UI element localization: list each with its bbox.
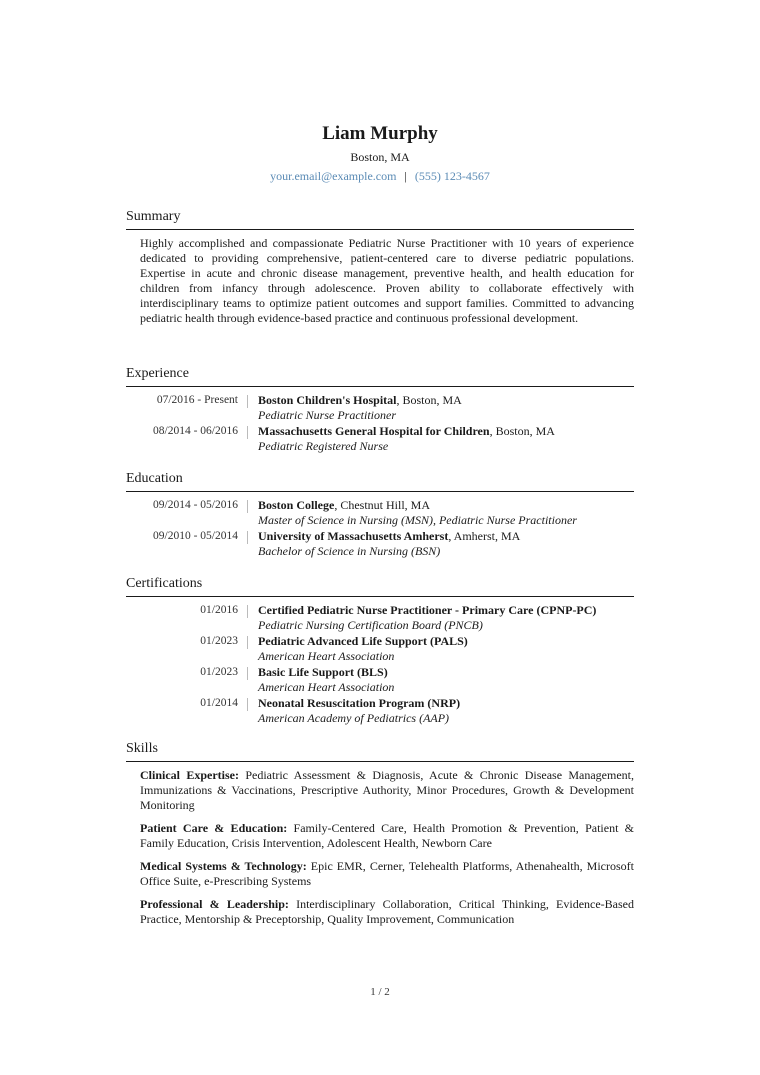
entry-degree: Bachelor of Science in Nursing (BSN) [258,544,441,558]
certification-issuer: American Academy of Pediatrics (AAP) [258,711,450,725]
phone-link[interactable]: (555) 123-4567 [414,169,490,183]
skill-group-label: Medical Systems & Technology: [140,859,307,873]
skill-group-text: Pediatric Assessment & Diagnosis, Acute & Chronic Disease Management, Immunizations & Vaccinations, Prescriptive Authority, Minor Procedures, Growth & Development Monitoring [140,768,634,812]
candidate-name: Liam Murphy [322,123,438,144]
education-entry [126,529,634,560]
certification-issuer: Pediatric Nursing Certification Board (PNCB) [258,618,483,632]
entry-date: 09/2014 - 05/2016 [153,499,238,511]
entry-organization: Boston College [258,498,335,512]
entry-date: 07/2016 - Present [156,394,238,406]
entry-role: Pediatric Registered Nurse [258,439,389,453]
skills-heading: Skills [126,740,634,762]
entry-date: 01/2016 [200,604,238,616]
certifications-section [126,575,634,727]
resume-header [0,122,760,184]
entry-divider [247,500,248,513]
skill-group [140,821,634,851]
summary-heading: Summary [126,208,634,230]
entry-date: 08/2014 - 06/2016 [153,425,238,437]
experience-heading: Experience [126,365,634,387]
entry-divider [247,395,248,408]
education-entry [126,498,634,529]
certification-issuer: American Heart Association [258,680,395,694]
entry-divider [247,698,248,711]
summary-section [126,208,634,326]
entry-place: , Chestnut Hill, MA [334,498,431,512]
certification-entry [126,634,634,665]
education-heading: Education [126,470,634,492]
entry-divider [247,531,248,544]
entry-place: , Boston, MA [396,393,462,407]
entry-divider [247,426,248,439]
certification-entry [126,696,634,727]
certification-issuer: American Heart Association [258,649,395,663]
experience-entry [126,424,634,455]
experience-entry [126,393,634,424]
entry-date: 01/2023 [200,666,238,678]
page-number: 1 / 2 [370,986,390,998]
entry-date: 09/2010 - 05/2014 [153,530,238,542]
skill-group [140,859,634,889]
certification-name: Neonatal Resuscitation Program (NRP) [258,696,461,710]
skill-group [140,768,634,813]
skill-group-label: Patient Care & Education: [140,821,288,835]
entry-organization: Boston Children's Hospital [258,393,397,407]
entry-divider [247,605,248,618]
entry-degree: Master of Science in Nursing (MSN), Pediatric Nurse Practitioner [258,513,577,527]
skill-group-text: Interdisciplinary Collaboration, Critical Thinking, Evidence-Based Practice, Mentorship & Preceptorship, Quality Improvement, Communication [140,897,635,926]
entry-date: 01/2014 [200,697,238,709]
skill-group [140,897,634,927]
summary-text: Highly accomplished and compassionate Pediatric Nurse Practitioner with 10 years of experience dedicated to providing comprehensive, patient-centered care to diverse pediatric populations. Expertise in acute and chronic disease management, preventive health, and health education for children from infancy through adolescence. Proven ability to collaborate effectively with interdisciplinary teams to optimize patient outcomes and support families. Committed to advancing pediatric health through evidence-based practice and continuous professional development. [140,236,634,325]
certification-entry [126,665,634,696]
certifications-heading: Certifications [126,575,634,597]
skill-group-text: Epic EMR, Cerner, Telehealth Platforms, Athenahealth, Microsoft Office Suite, e-Prescribing Systems [140,859,634,888]
candidate-location: Boston, MA [350,150,410,164]
skills-section [126,740,634,927]
entry-place: , Amherst, MA [448,529,521,543]
entry-divider [247,667,248,680]
experience-section [126,365,634,455]
skill-group-label: Professional & Leadership: [140,897,289,911]
entry-divider [247,636,248,649]
entry-organization: University of Massachusetts Amherst [258,529,449,543]
certification-entry [126,603,634,634]
certification-name: Pediatric Advanced Life Support (PALS) [258,634,468,648]
skill-group-text: Family-Centered Care, Health Promotion & Prevention, Patient & Family Education, Crisis Intervention, Adolescent Health, Newborn Care [140,821,635,850]
email-link[interactable]: your.email@example.com [270,169,397,183]
contact-separator: | [404,169,407,183]
entry-organization: Massachusetts General Hospital for Children [258,424,490,438]
entry-date: 01/2023 [200,635,238,647]
skill-group-label: Clinical Expertise: [140,768,239,782]
entry-place: , Boston, MA [489,424,555,438]
entry-role: Pediatric Nurse Practitioner [258,408,396,422]
education-section [126,470,634,560]
contact-line [0,168,760,184]
certification-name: Basic Life Support (BLS) [258,665,388,679]
certification-name: Certified Pediatric Nurse Practitioner - Primary Care (CPNP-PC) [258,603,597,617]
